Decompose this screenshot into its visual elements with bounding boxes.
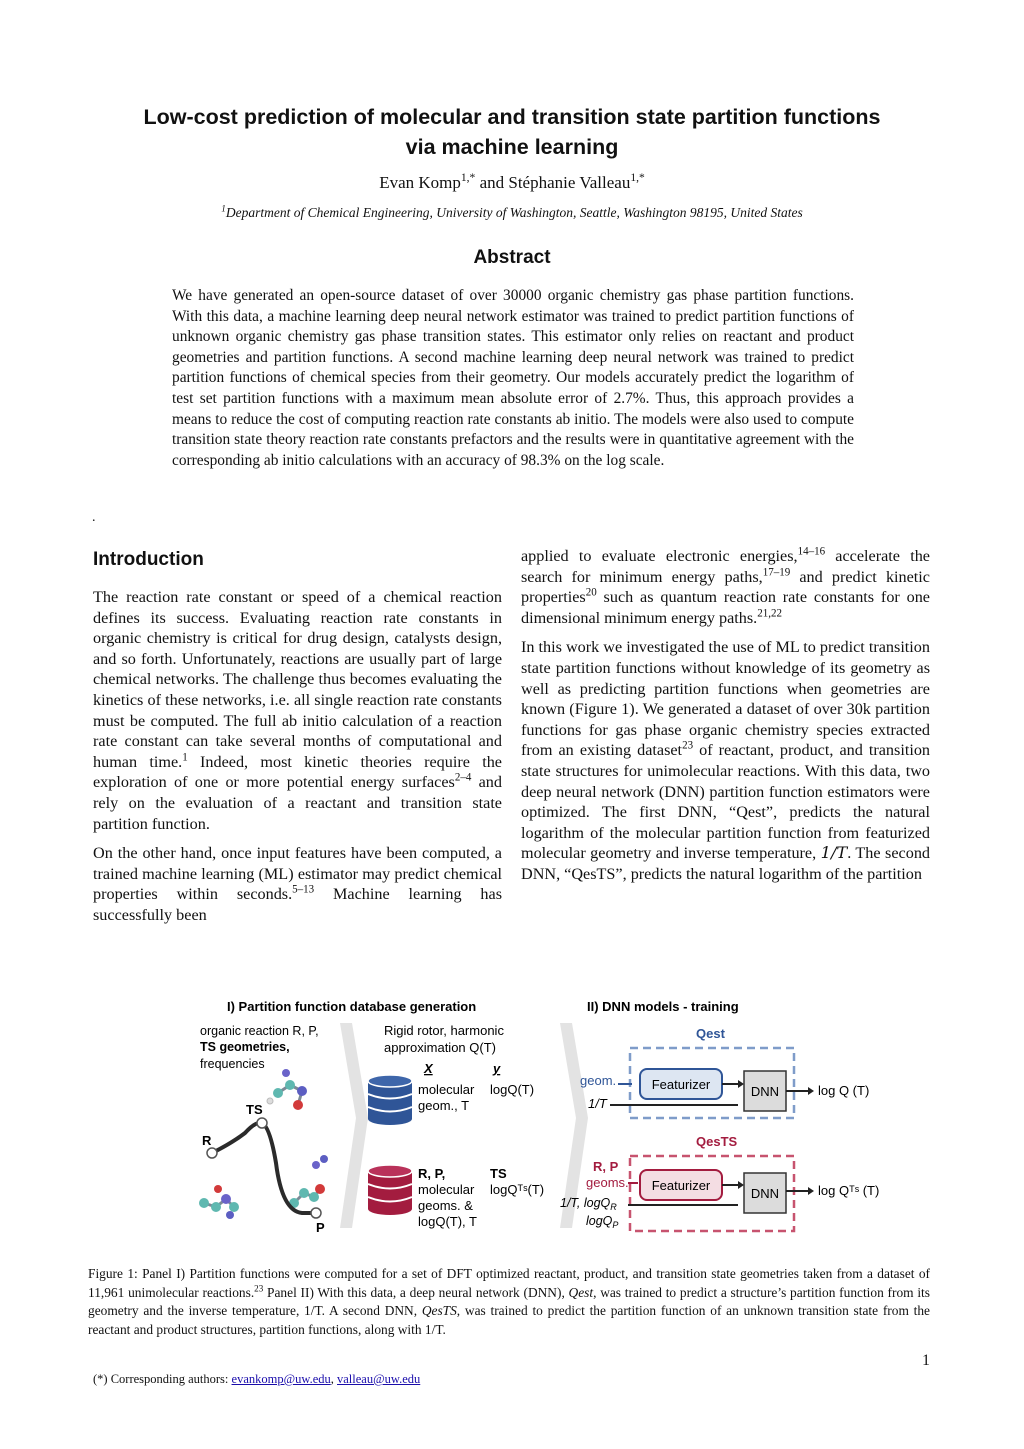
intro-p2-text-b: Machine learning has successfully been: [93, 885, 502, 924]
affiliation: [0, 205, 1024, 221]
db2-y-line-2: logQᵀˢ(T): [490, 1182, 545, 1197]
column-x-label: X: [424, 1061, 433, 1076]
panel-2-title: II) DNN models - training: [587, 999, 739, 1014]
citation-21-22: 21,22: [757, 607, 782, 620]
dnn-label-1: DNN: [750, 1084, 780, 1099]
label-p: P: [316, 1220, 325, 1235]
label-r: R: [202, 1133, 212, 1148]
intro-p1-text-c: and rely on the evaluation of a reactant and transition state partition function.: [93, 773, 502, 833]
citation-5-13: 5–13: [292, 883, 315, 896]
author-and: and: [475, 173, 509, 192]
right-p1-text-b: accelerate the search for minimum energy paths,: [521, 547, 930, 586]
caption-text-c: , was trained to predict a structure’s partition function from its geometry and the inverse temperature, 1/T. A second DNN,: [88, 1284, 930, 1318]
title-line-1: Low-cost prediction of molecular and transition state partition functions: [143, 105, 881, 129]
intro-p2-text-a: On the other hand, once input features have been computed, a trained machine learning (ML) estimator may predict chemical properties within seconds.: [93, 844, 502, 904]
db1-x-line-1: molecular: [418, 1082, 475, 1097]
citation-17-19: 17–19: [762, 565, 791, 578]
author-2: Stéphanie Valleau: [508, 173, 631, 192]
caption-text-a: Figure 1: Panel I) Partition functions were computed for a set of DFT optimized reactant, product, and transition state geometries taken from a dataset of 11,961 unimolecular reactions.: [88, 1266, 930, 1300]
db1-y: logQ(T): [490, 1082, 535, 1097]
right-p2-text-a: In this work we investigated the use of ML to predict transition state partition functions without knowledge of its geometry as well as predicting partition functions when geometries are known (Figure 1). We generated a dataset of over 30k partition functions for gas phase organic chemistry species extracted from an existing dataset: [521, 638, 930, 760]
right-p2-text-b: of reactant, product, and transition state structures for unimolecular reactions. With this data, two deep neural network (DNN) partition function estimators were optimized. The first DNN, “Qest”, predicts the natural logarithm of the molecular partition function from featurized molecular geometry and inverse temperature,: [521, 741, 931, 863]
introduction-heading: Introduction: [93, 549, 204, 570]
arrowhead-1: [738, 1080, 744, 1088]
featurizer-label-2: Featurizer: [651, 1178, 711, 1193]
citation-14-16: 14–16: [797, 545, 826, 558]
arrowhead-output-1: [808, 1087, 814, 1095]
p-point: [311, 1208, 321, 1218]
right-p1-text-c: and predict kinetic properties: [521, 567, 930, 607]
label-ts: TS: [246, 1102, 263, 1117]
ts-point: [257, 1118, 267, 1128]
inv-t-logqr-label: 1/T, logQ$_R$: [560, 1196, 617, 1212]
right-p1-text-a: applied to evaluate electronic energies,: [521, 547, 798, 565]
input-text-line-3: frequencies: [200, 1057, 265, 1071]
output-2-label: log Qᵀˢ (T): [818, 1183, 880, 1198]
caption-qest: Qest: [568, 1284, 594, 1300]
caption-qests: QesTS: [421, 1303, 457, 1318]
input-text-line-1: organic reaction R, P,: [200, 1024, 319, 1038]
panel-1-title: I) Partition function database generation: [227, 999, 477, 1014]
db1-x-line-2: geom., T: [418, 1098, 470, 1113]
inverse-temperature-math: 1/T: [820, 843, 848, 863]
author-2-affil-mark: 1,*: [630, 171, 645, 185]
intro-paragraph-1: [93, 587, 502, 834]
citation-2-4: 2–4: [454, 771, 472, 784]
logqp-label: logQ$_P$: [586, 1214, 619, 1230]
db2-x-line-2: molecular: [418, 1182, 475, 1197]
molecule-r-icon: [199, 1185, 239, 1219]
email-link-evankomp[interactable]: evankomp@uw.edu: [231, 1372, 331, 1386]
intro-paragraph-2: [93, 843, 502, 925]
email-link-valleau[interactable]: valleau@uw.edu: [337, 1372, 421, 1386]
paper-title: [80, 102, 944, 162]
figure-caption: [88, 1265, 930, 1339]
rigid-rotor-line-1: Rigid rotor, harmonic: [384, 1023, 504, 1038]
right-paragraph-1: [521, 546, 930, 628]
qests-label: QesTS: [696, 1134, 738, 1149]
molecule-ts-icon: [267, 1069, 307, 1110]
molecule-p-icon: [289, 1155, 328, 1208]
database-icon-red: [368, 1165, 412, 1215]
right-p2-text-c: . The second DNN, “QesTS”, predicts the natural logarithm of the partition: [521, 844, 931, 883]
left-column: [93, 547, 502, 935]
title-line-2: via machine learning: [405, 135, 619, 159]
citation-23: 23: [682, 739, 694, 752]
intro-p1-text-b: Indeed, most kinetic theories require the exploration of one or more potential energy surfaces: [93, 752, 502, 792]
abstract-heading: Abstract: [473, 247, 551, 268]
right-column: [521, 546, 930, 894]
column-y-label: y: [493, 1061, 501, 1076]
input-text-line-2: TS geometries,: [200, 1040, 290, 1054]
right-p1-text-d: such as quantum reaction rate constants for one dimensional minimum energy paths.: [521, 588, 930, 627]
database-icon-blue: [368, 1075, 412, 1125]
arrowhead-2: [738, 1181, 744, 1189]
caption-citation-23: 23: [254, 1283, 264, 1294]
caption-text-b: Panel II) With this data, a deep neural network (DNN),: [263, 1284, 569, 1300]
abstract-text: We have generated an open-source dataset of over 30000 organic chemistry gas phase partition functions. With this data, a machine learning deep neural network estimator was trained to predict partition functions of unknown organic chemistry gas phase transition states. This estimator only relies on reactant and product geometries and partition functions. A second machine learning deep neural network was trained to predict partition functions of chemical species from their geometry. Our models accurately predict the logarithm of test set partition functions with a maximum mean absolute error of 2.7%. Thus, this approach provides a means to reduce the cost of computing reaction rate constants ab initio. The models were also used to compute transition state theory reaction rate constants prefactors and the results were in quantitative agreement with the corresponding ab initio calculations with an accuracy of 98.3% on the log scale.: [172, 287, 854, 469]
right-paragraph-2: [521, 637, 930, 884]
geom-input-label: geom.: [580, 1073, 617, 1088]
citation-1: 1: [182, 751, 188, 764]
qest-label: Qest: [696, 1026, 725, 1041]
caption-text-d: , was trained to predict the partition function of an unknown transition state from the reactant and product structures, partition functions, along with 1/T.: [88, 1303, 931, 1337]
citation-20: 20: [585, 586, 597, 599]
dnn-label-2: DNN: [750, 1186, 780, 1201]
affiliation-text: Department of Chemical Engineering, University of Washington, Seattle, Washington 98195, United States: [225, 205, 803, 220]
stray-dot: .: [92, 510, 96, 525]
footnote-separator: ,: [330, 1372, 337, 1386]
db2-x-line-3: geoms. &: [418, 1198, 473, 1213]
rigid-rotor-line-2: approximation Q(T): [384, 1040, 496, 1055]
db2-x-line-4: logQ(T), T: [418, 1214, 477, 1229]
intro-p1-text-a: The reaction rate constant or speed of a chemical reaction defines its success. Evaluating reaction rate constants in organic chemistry is critical for drug design, catalysts design, and so forth. Unfortunately, reactions are usually part of large chemical networks. The challenge thus becomes evaluating the kinetics of these networks, i.e. all single reaction rate constants must be computed. The full ab initio calculation of a reaction rate constant can take several months of computational and human time.: [93, 588, 502, 771]
rp-input-label: R, P: [593, 1159, 619, 1174]
db2-y-line-1: TS: [490, 1166, 507, 1181]
corresponding-authors-footnote: [93, 1372, 420, 1387]
inv-t-input-label: 1/T: [588, 1096, 607, 1111]
featurizer-label-1: Featurizer: [651, 1077, 711, 1092]
panel-chevron-1: [340, 1023, 368, 1228]
author-list: [0, 173, 1024, 193]
figure-1: [190, 993, 890, 1238]
page-number: 1: [922, 1352, 930, 1369]
geoms-input-label: geoms.: [586, 1175, 629, 1190]
db2-x-line-1: R, P,: [418, 1166, 446, 1181]
output-1-label: log Q (T): [818, 1083, 870, 1098]
r-point: [207, 1148, 217, 1158]
author-1: Evan Komp: [379, 173, 461, 192]
author-1-affil-mark: 1,*: [460, 171, 476, 185]
affiliation-mark: 1: [221, 203, 226, 214]
footnote-prefix: (*) Corresponding authors:: [93, 1372, 232, 1386]
arrowhead-output-2: [808, 1187, 814, 1195]
